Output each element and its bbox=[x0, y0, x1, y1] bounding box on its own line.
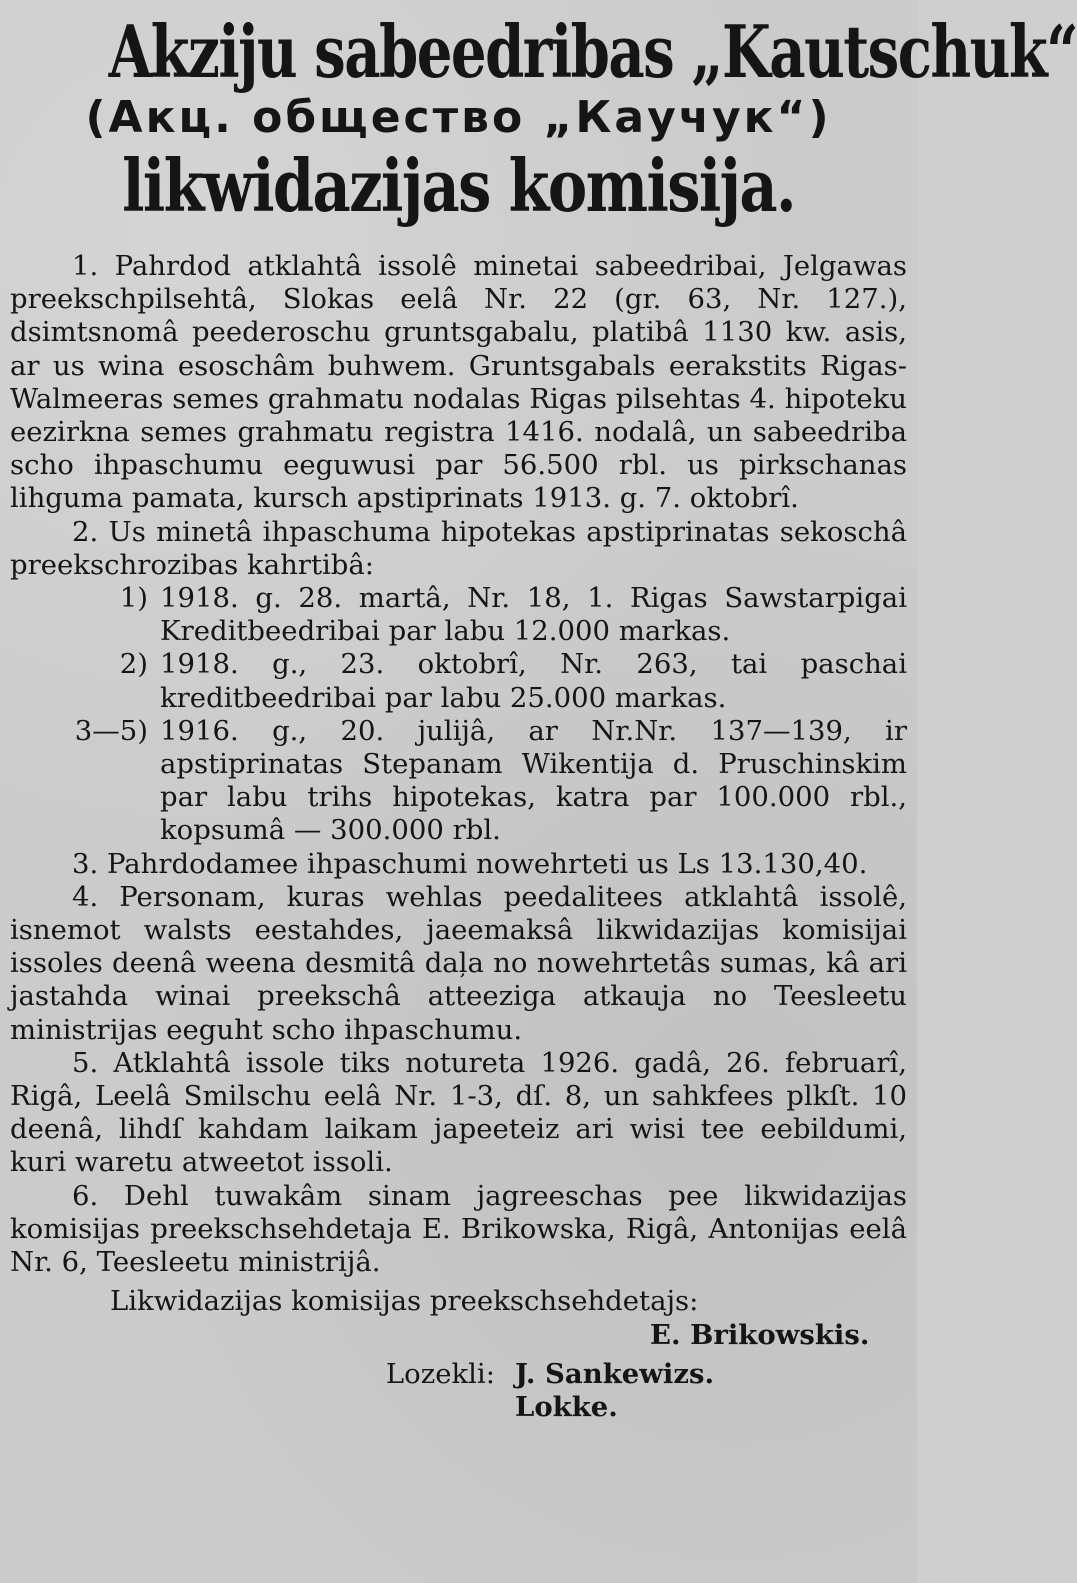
list-item bbox=[10, 715, 907, 848]
list-item-text: 1918. g. 28. martâ, Nr. 18, 1. Rigas Sawstarpigai Kreditbeedribai par labu 12.000 markas. bbox=[160, 582, 907, 648]
paragraph-3: 3. Pahrdodamee ihpaschumi nowehrteti us Ls 13.130,40. bbox=[72, 847, 868, 880]
signature-members bbox=[10, 1358, 907, 1424]
list-item-number: 2) bbox=[119, 648, 148, 681]
signature-title: Likwidazijas komisijas preekschsehdetajs: bbox=[110, 1285, 699, 1318]
headline-commission: likwidazijas komisija. bbox=[122, 143, 795, 228]
list-item-text: 1916. g., 20. julijâ, ar Nr.Nr. 137—139, ir apstiprinatas Stepanam Wikentija d. Pruschinskim par labu trihs hipotekas, katra par 100.000 rbl., kopsumâ — 300.000 rbl. bbox=[160, 714, 907, 847]
headline-russian: (Акц. общество „Каучук“) bbox=[85, 92, 832, 143]
list-item bbox=[10, 582, 907, 648]
signature-member-list bbox=[515, 1358, 714, 1424]
list-item bbox=[10, 648, 907, 714]
paragraph-2: 2. Us minetâ ihpaschuma hipotekas apstiprinatas sekoschâ preekschrozibas kahrtibâ: bbox=[10, 515, 907, 581]
paragraph-5: 5. Atklahtâ issole tiks notureta 1926. gadâ, 26. februarî, Rigâ, Leelâ Smilschu eelâ Nr. 1-3, dſ. 8, un sahkfees plkſt. 10 deenâ, lihdſ kahdam laikam japeeteiz ari wisi tee eebildumi, kuri waretu atweetot issoli. bbox=[10, 1046, 907, 1179]
signature-chair: E. Brikowskis. bbox=[650, 1318, 870, 1351]
headline-company: Akziju sabeedribas „Kautschuk“ bbox=[108, 9, 1077, 94]
signature-member: J. Sankewizs. bbox=[515, 1357, 715, 1390]
list-item-number: 1) bbox=[119, 582, 148, 615]
list-item-number: 3—5) bbox=[74, 714, 148, 747]
signature-member: Lokke. bbox=[515, 1390, 618, 1423]
paragraph-4: 4. Personam, kuras wehlas peedalitees atklahtâ issolê, isnemot walsts eestahdes, jaeemaksâ likwidazijas komisijai issoles deenâ weena desmitâ daļa no nowehrtetâs sumas, kâ ari jastahda winai preekschâ atteeziga atkauja no Teesleetu ministrijas eeguht scho ihpaschumu. bbox=[10, 880, 907, 1046]
paragraph-1: 1. Pahrdod atklahtâ issolê minetai sabeedribai, Jelgawas preekschpilsehtâ, Slokas eelâ Nr. 22 (gr. 63, Nr. 127.), dsimtsnomâ peederoschu gruntsgabalu, platibâ 1130 kw. asis, ar us wina esoschâm buhwem. Gruntsgabals eerakstits Rigas-Walmeeras semes grahmatu nodalas Rigas pilsehtas 4. hipoteku eezirkna semes grahmatu registra 1416. nodalâ, un sabeedriba scho ihpaschumu eeguwusi par 56.500 rbl. us pirkschanas lihguma pamata, kursch apstiprinats 1913. g. 7. oktobrî. bbox=[10, 250, 907, 515]
list-item-text: 1918. g., 23. oktobrî, Nr. 263, tai paschai kreditbeedribai par labu 25.000 markas. bbox=[160, 648, 907, 714]
signature-members-label: Lozekli: bbox=[385, 1357, 495, 1390]
paragraph-6: 6. Dehl tuwakâm sinam jagreeschas pee likwidazijas komisijas preekschsehdetaja E. Brikowska, Rigâ, Antonijas eelâ Nr. 6, Teesleetu ministrijâ. bbox=[10, 1179, 907, 1279]
notice-body bbox=[10, 250, 907, 1424]
